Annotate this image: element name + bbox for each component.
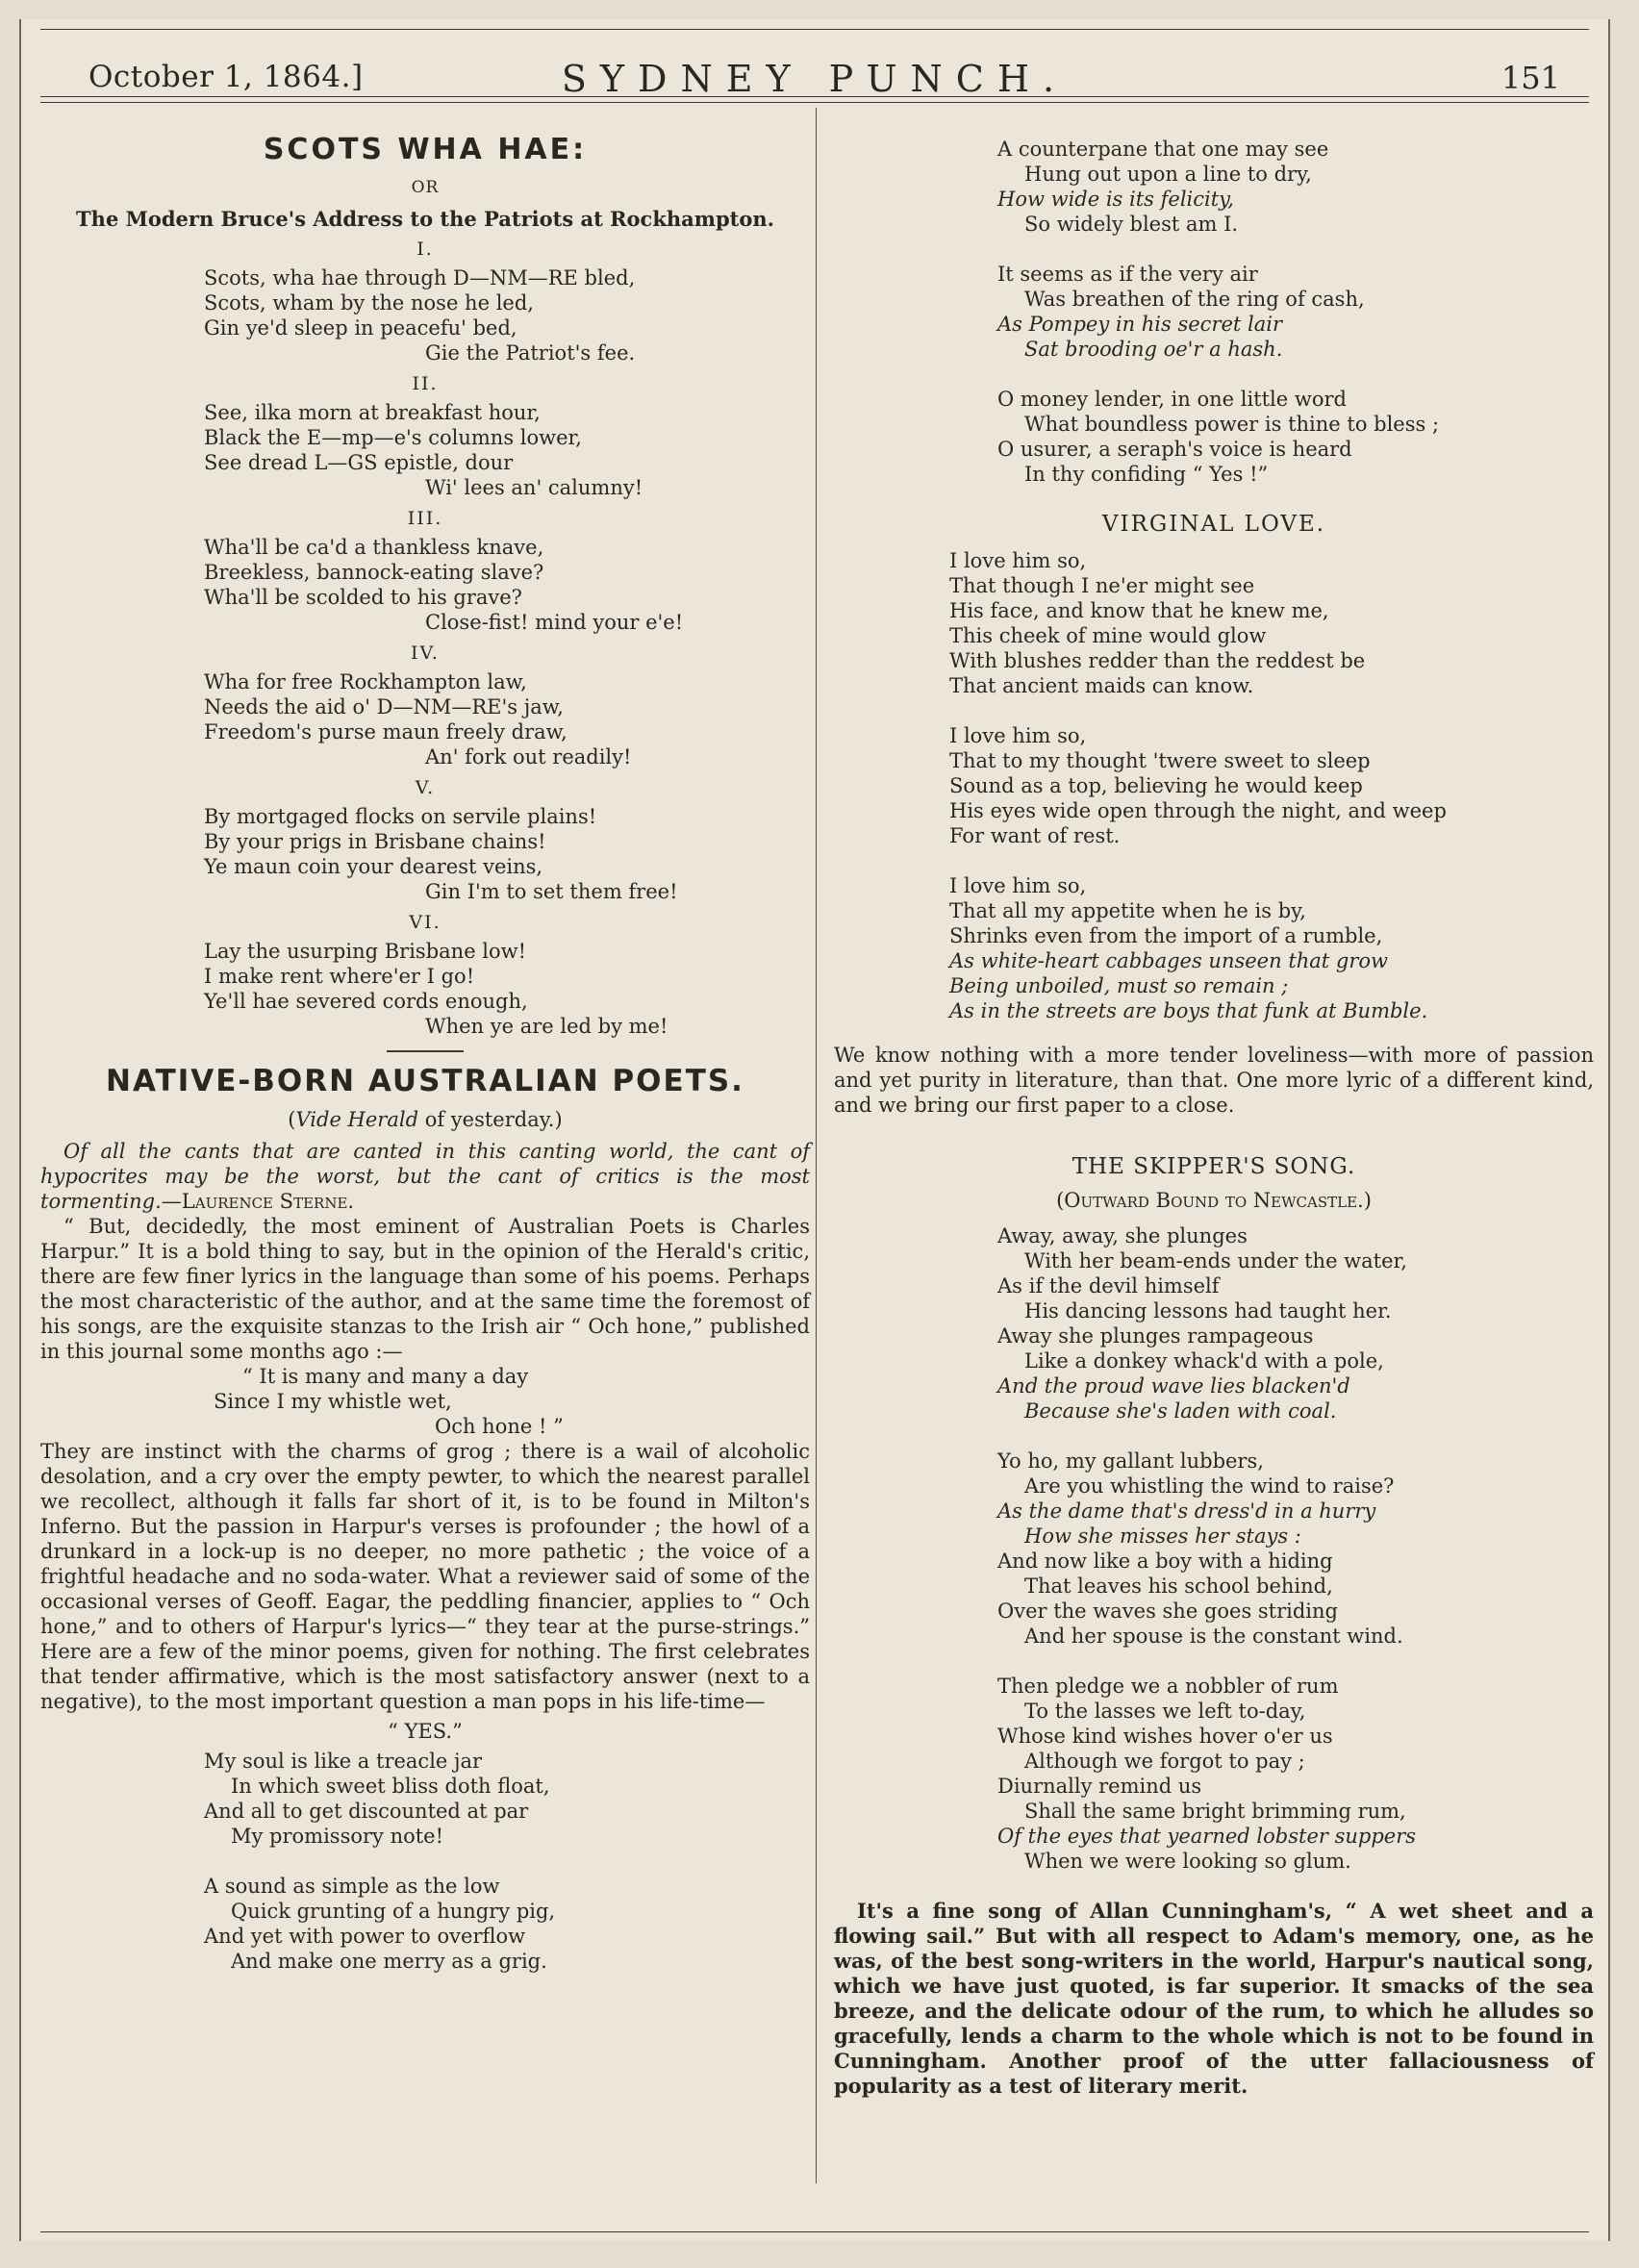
poem-line: Wha'll be ca'd a thankless knave,	[204, 536, 544, 559]
poem-line: Yo ho, my gallant lubbers,	[997, 1449, 1264, 1473]
poem-line: I love him so,	[949, 549, 1087, 572]
poem-line: Wi' lees an' calumny!	[425, 476, 643, 499]
stanza	[204, 669, 810, 769]
poem-line: And all to get discounted at par	[204, 1800, 529, 1823]
poem-line: That ancient maids can know.	[949, 674, 1254, 697]
poem-line: What boundless power is thine to bless ;	[1024, 413, 1440, 436]
poem-line: By mortgaged flocks on servile plains!	[204, 805, 597, 828]
poem-line: My promissory note!	[231, 1825, 444, 1848]
poem-line: Ye maun coin your dearest veins,	[204, 855, 543, 878]
poem-line: Gin ye'd sleep in peacefu' bed,	[204, 316, 517, 340]
quote-line: Och hone ! ”	[435, 1415, 564, 1438]
poem-line: As in the streets are boys that funk at Bumble.	[949, 999, 1428, 1022]
stanza	[204, 939, 810, 1039]
poem-line: See, ilka morn at breakfast hour,	[204, 401, 541, 424]
poem-line: Gin I'm to set them free!	[425, 880, 678, 903]
poem-line: Needs the aid o' D—NM—RE's jaw,	[204, 695, 564, 718]
scots-poem	[204, 239, 810, 1039]
scots-title: SCOTS WHA HAE:	[263, 133, 588, 166]
poem-line: To the lasses we left to-day,	[1024, 1700, 1306, 1723]
poem-line: Ye'll hae severed cords enough,	[204, 990, 528, 1013]
poem-line: For want of rest.	[949, 824, 1121, 847]
poem-line: And her spouse is the constant wind.	[1024, 1625, 1403, 1648]
paragraph-2: They are instinct with the charms of grog ; there is a wail of alcoholic desolation, and a cry over the empty pewter, to which the nearest parallel we recollect, although it falls far short of it, is to be found in Milton's Inferno. But the passion in Harpur's verses is profounder ; the howl of a drunkard in a lock-up is no deeper, no more pathetic ; the voice of a frightful headache and no soda-water. What a reviewer said of some of the occasional verses of Geoff. Eagar, the peddling financier, applies to “ Och hone,” and to others of Harpur's lyrics—“ they tear at the purse-strings.” Here are a few of the minor poems, given for nothing. The first celebrates that tender affirmative, which is the most satisfactory answer (next to a negative), to the most important question a man pops in his life-time—	[40, 1440, 810, 1713]
poem-line: As the dame that's dress'd in a hurry	[997, 1499, 1376, 1523]
paragraph-4: It's a fine song of Allan Cunningham's, “ A wet sheet and a flowing sail.” But with all respect to Adam's memory, one, as he was, of the best song-writers in the world, Harpur's nautical song, which we have just quoted, is far superior. It smacks of the sea breeze, and the delicate odour of the rum, to which he alludes so gracefully, lends a charm to the whole which is not to be found in Cunningham. Another proof of the utter fallaciousness of popularity as a test of literary merit.	[834, 1899, 1594, 2098]
poem-line: Wha'll be scolded to his grave?	[204, 586, 522, 609]
och-hone-quote	[214, 1364, 810, 1439]
poem-line: And now like a boy with a hiding	[997, 1550, 1333, 1573]
poem-line: And make one merry as a grig.	[231, 1950, 547, 1973]
poem-line: Close-fist! mind your e'e!	[425, 611, 684, 634]
scots-subtitle: The Modern Bruce's Address to the Patriots at Rockhampton.	[76, 207, 774, 231]
poem-line: Shall the same bright brimming rum,	[1024, 1800, 1406, 1823]
skippers-song-poem	[997, 1223, 1594, 1874]
poem-line: Being unboiled, must so remain ;	[949, 974, 1289, 997]
poem-line: Although we forgot to pay ;	[1024, 1750, 1305, 1773]
poem-line: How she misses her stays :	[1024, 1525, 1301, 1548]
poem-line: Diurnally remind us	[997, 1775, 1202, 1798]
quote-line: “ It is many and many a day	[242, 1365, 529, 1388]
poem-line: See dread L—GS epistle, dour	[204, 451, 514, 474]
stanza	[204, 400, 810, 500]
poem-line: Sat brooding oe'r a hash.	[1024, 338, 1283, 361]
stanza-number: VI.	[409, 912, 441, 933]
poem-line: Hung out upon a line to dry,	[1024, 163, 1312, 186]
virginal-love-poem	[949, 548, 1594, 1023]
poem-line: When ye are led by me!	[425, 1015, 668, 1038]
skippers-song-title: THE SKIPPER'S SONG.	[1072, 1154, 1356, 1179]
poem-line: Whose kind wishes hover o'er us	[997, 1725, 1333, 1748]
section-divider	[387, 1050, 464, 1052]
column-divider	[816, 108, 817, 2183]
poem-line: With her beam-ends under the water,	[1024, 1249, 1407, 1273]
stanza	[204, 1749, 810, 1849]
poem-line: His eyes wide open through the night, and weep	[949, 799, 1447, 822]
scots-or: OR	[411, 178, 440, 197]
poem-line: O usurer, a seraph's voice is heard	[997, 438, 1352, 461]
epigraph: Of all the cants that are canted in this canting world, the cant of hypocrites may be the worst, but the cant of critics is the most tormenting.—Laurence Sterne.	[40, 1140, 810, 1213]
publication-title: SYDNEY PUNCH.	[561, 58, 1069, 100]
poem-line: Are you whistling the wind to raise?	[1024, 1474, 1395, 1498]
stanza	[949, 873, 1594, 1023]
vide-herald-note: (Vide Herald of yesterday.)	[288, 1108, 563, 1131]
poem-line: In which sweet bliss doth float,	[231, 1775, 550, 1798]
poem-line: By your prigs in Brisbane chains!	[204, 830, 546, 853]
poem-line: That to my thought 'twere sweet to sleep	[949, 749, 1371, 772]
poem-line: I make rent where'er I go!	[204, 965, 475, 988]
poem-line: Freedom's purse maun freely draw,	[204, 720, 567, 743]
poem-line: It seems as if the very air	[997, 263, 1258, 286]
quote-line: Since I my whistle wet,	[214, 1390, 452, 1413]
poem-line: Scots, wham by the nose he led,	[204, 291, 534, 315]
poem-line: I love him so,	[949, 724, 1087, 747]
stanza	[997, 387, 1594, 487]
issue-date: October 1, 1864.]	[88, 60, 364, 94]
poem-line: His face, and know that he knew me,	[949, 599, 1329, 622]
left-column	[40, 115, 810, 1974]
poem-line: Gie the Patriot's fee.	[425, 341, 636, 365]
poem-line: That all my appetite when he is by,	[949, 899, 1306, 922]
poem-line: A counterpane that one may see	[997, 138, 1329, 161]
masthead-rule-1	[40, 96, 1589, 97]
stanza-number: V.	[415, 777, 436, 798]
stanza-number: IV.	[411, 643, 440, 664]
masthead-rule-2	[40, 102, 1589, 103]
poem-line: With blushes redder than the reddest be	[949, 649, 1366, 672]
virginal-love-title: VIRGINAL LOVE.	[1101, 512, 1326, 537]
poem-line: Quick grunting of a hungry pig,	[231, 1900, 556, 1923]
poem-line: This cheek of mine would glow	[949, 624, 1267, 647]
poem-line: A sound as simple as the low	[204, 1875, 500, 1898]
poem-line: That leaves his school behind,	[1024, 1575, 1333, 1598]
stanza	[997, 137, 1594, 237]
native-poets-title: NATIVE-BORN AUSTRALIAN POETS.	[106, 1064, 744, 1098]
poem-line: Over the waves she goes striding	[997, 1600, 1338, 1623]
stanza	[997, 1449, 1594, 1649]
poem-line: An' fork out readily!	[425, 745, 632, 769]
poem-line: Away, away, she plunges	[997, 1224, 1248, 1247]
paragraph-3: We know nothing with a more tender loveliness—with more of passion and yet purity in literature, than that. One more lyric of a different kind, and we bring our first paper to a close.	[834, 1044, 1594, 1117]
poem-line: Scots, wha hae through D—NM—RE bled,	[204, 266, 636, 290]
poem-line: As Pompey in his secret lair	[997, 313, 1283, 336]
stanza-number: III.	[407, 508, 443, 529]
newspaper-page	[19, 19, 1610, 2241]
poem-line: Sound as a top, believing he would keep	[949, 774, 1363, 797]
poem-line: Of the eyes that yearned lobster suppers	[997, 1825, 1417, 1848]
poem-line: Shrinks even from the import of a rumble,	[949, 924, 1383, 947]
poem-line: Because she's laden with coal.	[1024, 1399, 1337, 1423]
poem-line: That though I ne'er might see	[949, 574, 1255, 597]
stanza	[204, 804, 810, 904]
poem-line: And yet with power to overflow	[204, 1925, 526, 1948]
poem-line: As white-heart cabbages unseen that grow	[949, 949, 1389, 972]
stanza	[204, 535, 810, 635]
poem-line: His dancing lessons had taught her.	[1024, 1299, 1392, 1323]
poem-line: Like a donkey whack'd with a pole,	[1024, 1349, 1384, 1373]
stanza	[949, 723, 1594, 848]
yes-poem-continued	[997, 137, 1594, 487]
stanza	[204, 265, 810, 365]
bottom-rule	[40, 2231, 1589, 2232]
yes-poem	[204, 1749, 810, 1974]
poem-line: In thy confiding “ Yes !”	[1024, 463, 1269, 486]
skippers-song-subtitle: (Outward Bound to Newcastle.)	[1056, 1189, 1372, 1212]
poem-line: So widely blest am I.	[1024, 213, 1239, 236]
stanza	[204, 1874, 810, 1974]
poem-line: Black the E—mp—e's columns lower,	[204, 426, 582, 449]
stanza-number: II.	[412, 373, 439, 394]
poem-line: How wide is its felicity,	[997, 188, 1234, 211]
poem-line: Was breathen of the ring of cash,	[1024, 288, 1365, 311]
poem-line: And the proud wave lies blacken'd	[997, 1374, 1350, 1398]
poem-line: Breekless, bannock-eating slave?	[204, 561, 544, 584]
paragraph-1: “ But, decidedly, the most eminent of Australian Poets is Charles Harpur.” It is a bold thing to say, but in the opinion of the Herald's critic, there are few finer lyrics in the language than some of his poems. Perhaps the most characteristic of the author, and at the same time the foremost of his songs, are the exquisite stanzas to the Irish air “ Och hone,” published in this journal some months ago :—	[40, 1215, 810, 1363]
poem-line: Lay the usurping Brisbane low!	[204, 940, 527, 963]
page-number: 151	[1500, 60, 1560, 96]
stanza-number: I.	[416, 239, 434, 260]
poem-line: I love him so,	[949, 874, 1087, 897]
poem-line: Then pledge we a nobbler of rum	[997, 1675, 1339, 1698]
stanza	[949, 548, 1594, 698]
poem-line: As if the devil himself	[997, 1274, 1220, 1298]
poem-line: My soul is like a treacle jar	[204, 1750, 483, 1773]
stanza	[997, 262, 1594, 362]
stanza	[997, 1674, 1594, 1874]
poem-line: When we were looking so glum.	[1024, 1850, 1351, 1873]
poem-line: Away she plunges rampageous	[997, 1324, 1314, 1348]
poem-line: Wha for free Rockhampton law,	[204, 670, 527, 693]
poem-line: O money lender, in one little word	[997, 388, 1347, 411]
yes-title: “ YES.”	[388, 1720, 463, 1743]
right-column	[834, 115, 1594, 2099]
stanza	[997, 1223, 1594, 1424]
